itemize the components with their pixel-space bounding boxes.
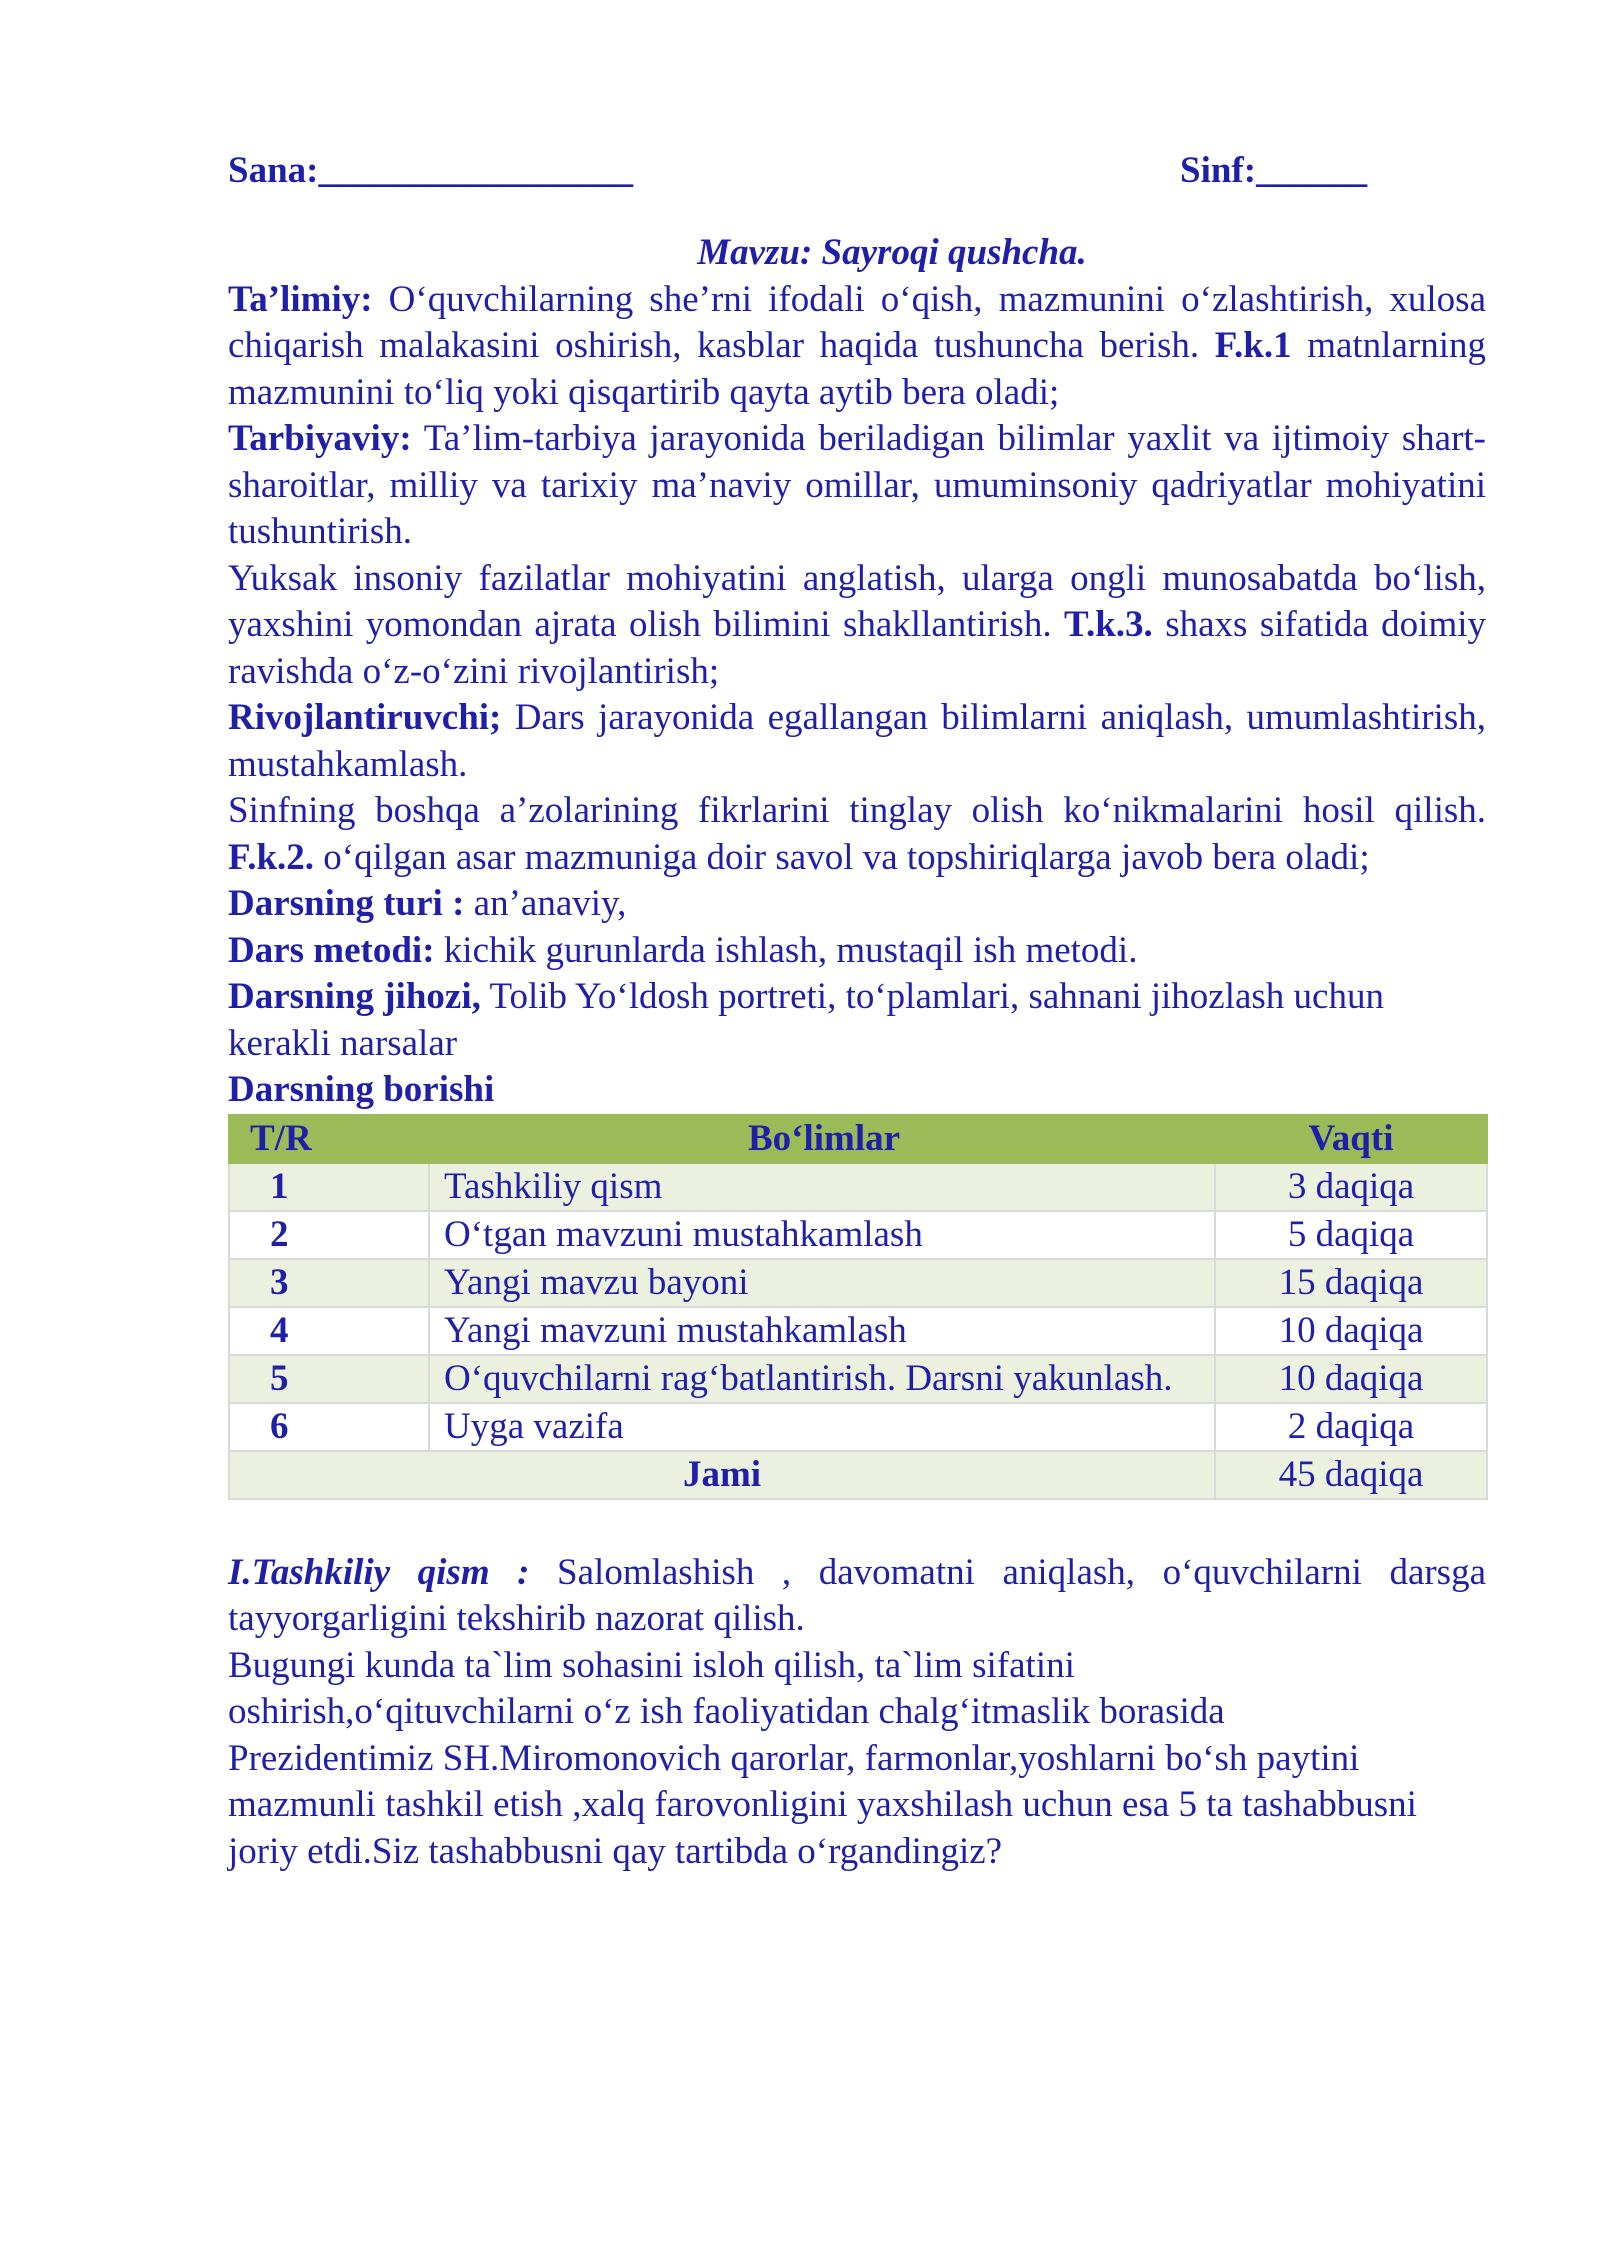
- lesson-plan-table: [228, 1114, 1488, 1500]
- upbringing-goal-text: Ta’lim-tarbiya jarayonida beriladigan bilimlar yaxlit va ijtimoiy shart-sharoitlar, milliy va tarixiy ma’naviy omillar, umuminsoniy qadriyatlar mohiyatini tushuntirish.: [228, 418, 1486, 552]
- row-number: 4: [229, 1307, 429, 1355]
- organizational-section: [228, 1550, 1486, 1643]
- fk1-label: F.k.1: [1214, 325, 1292, 366]
- row-number: 5: [229, 1355, 429, 1403]
- virtues-paragraph: [228, 556, 1486, 696]
- lesson-topic: Mavzu: Sayroqi qushcha.: [697, 232, 1087, 273]
- table-row: [229, 1307, 1487, 1355]
- document-content: [228, 148, 1486, 1875]
- tk3-text: shaxs sifatida doimiy ravishda o‘z-o‘zini rivojlantirish;: [228, 604, 1487, 692]
- developmental-goal-text: Dars jarayonida egallangan bilimlarni aniqlash, umumlashtirish, mustahkamlash.: [228, 697, 1486, 785]
- row-section: O‘tgan mavzuni mustahkamlash: [429, 1211, 1215, 1259]
- lesson-equipment-value: Tolib Yo‘ldosh portreti, to‘plamlari, sahnani jihozlash uchun kerakli narsalar: [228, 976, 1384, 1064]
- row-time: 2 daqiqa: [1215, 1403, 1487, 1451]
- table-row: [229, 1211, 1487, 1259]
- fk2-label: F.k.2.: [228, 836, 315, 878]
- row-time: 15 daqiqa: [1215, 1259, 1487, 1307]
- row-section: Yangi mavzuni mustahkamlash: [429, 1307, 1215, 1355]
- lesson-equipment: [228, 974, 1486, 1067]
- listening-text: Sinfning boshqa a’zolarining fikrlarini tinglay olish ko‘nikmalarini hosil qilish.: [228, 790, 1486, 831]
- column-header-number: T/R: [229, 1115, 429, 1163]
- fk1-text: matnlarning mazmunini to‘liq yoki qisqartirib qayta aytib bera oladi;: [228, 325, 1486, 413]
- lesson-progress-heading: Darsning borishi: [228, 1069, 495, 1110]
- upbringing-goal: [228, 416, 1486, 556]
- row-time: 5 daqiqa: [1215, 1211, 1487, 1259]
- date-field: Sana:_________________: [228, 150, 633, 191]
- table-row: [229, 1403, 1487, 1451]
- table-row: [229, 1355, 1487, 1403]
- lesson-type-label: Darsning turi :: [228, 883, 465, 924]
- row-time: 3 daqiqa: [1215, 1163, 1487, 1211]
- header-row: [228, 148, 1486, 208]
- column-header-sections: Bo‘limlar: [429, 1115, 1215, 1163]
- listening-paragraph: [228, 788, 1486, 881]
- table-total-row: [229, 1451, 1487, 1499]
- row-number: 2: [229, 1211, 429, 1259]
- row-number: 6: [229, 1403, 429, 1451]
- fk2-text: o‘qilgan asar mazmuniga doir savol va topshiriqlarga javob bera oladi;: [314, 836, 1370, 878]
- virtues-text: Yuksak insoniy fazilatlar mohiyatini anglatish, ularga ongli munosabatda bo‘lish, yaxshini yomondan ajrata olish bilimini shakllantirish.: [228, 557, 1486, 645]
- table-row: [229, 1259, 1487, 1307]
- tk3-label: T.k.3.: [1064, 604, 1153, 645]
- organizational-section-label: I.Tashkiliy qism :: [228, 1551, 530, 1593]
- row-number: 3: [229, 1259, 429, 1307]
- table-header-row: [229, 1115, 1487, 1163]
- column-header-time: Vaqti: [1215, 1115, 1487, 1163]
- lesson-method-value: kichik gurunlarda ishlash, mustaqil ish metodi.: [434, 929, 1138, 971]
- table-row: [229, 1163, 1487, 1211]
- row-section: Uyga vazifa: [429, 1403, 1215, 1451]
- row-number: 1: [229, 1163, 429, 1211]
- lesson-method-label: Dars metodi:: [228, 929, 435, 971]
- spacer: [228, 1500, 1486, 1550]
- lesson-equipment-label: Darsning jihozi,: [228, 976, 481, 1017]
- row-section: O‘quvchilarni rag‘batlantirish. Darsni yakunlash.: [429, 1355, 1215, 1403]
- total-label: Jami: [229, 1451, 1215, 1499]
- educational-goal-text: O‘quvchilarning she’rni ifodali o‘qish, mazmunini o‘zlashtirish, xulosa chiqarish malakasini oshirish, kasblar haqida tushuncha berish.: [228, 278, 1486, 366]
- developmental-goal: [228, 695, 1486, 788]
- educational-goal-label: Ta’limiy:: [228, 278, 373, 320]
- lesson-type-value: an’anaviy,: [464, 883, 627, 924]
- class-field: Sinf:______: [1180, 150, 1368, 191]
- upbringing-goal-label: Tarbiyaviy:: [228, 418, 412, 459]
- row-time: 10 daqiqa: [1215, 1355, 1487, 1403]
- lesson-method: [228, 928, 1486, 975]
- organizational-paragraph: Bugungi kunda ta`lim sohasini isloh qilish, ta`lim sifatini oshirish,o‘qituvchilarni o‘z ish faoliyatidan chalg‘itmaslik borasida Prezidentimiz SH.Miromonovich qarorlar, farmonlar,yoshlarni bo‘sh paytini mazmunli tashkil etish ,xalq farovonligini yaxshilash uchun esa 5 ta tashabbusni joriy etdi.Siz tashabbusni qay tartibda o‘rgandingiz?: [228, 1644, 1417, 1872]
- educational-goal: [228, 277, 1486, 417]
- lesson-type: [228, 881, 1486, 928]
- organizational-section-text: Salomlashish , davomatni aniqlash, o‘quvchilarni darsga tayyorgarligini tekshirib nazorat qilish.: [228, 1551, 1487, 1639]
- row-section: Yangi mavzu bayoni: [429, 1259, 1215, 1307]
- row-section: Tashkiliy qism: [429, 1163, 1215, 1211]
- row-time: 10 daqiqa: [1215, 1307, 1487, 1355]
- developmental-goal-label: Rivojlantiruvchi;: [228, 697, 502, 738]
- total-value: 45 daqiqa: [1215, 1451, 1487, 1499]
